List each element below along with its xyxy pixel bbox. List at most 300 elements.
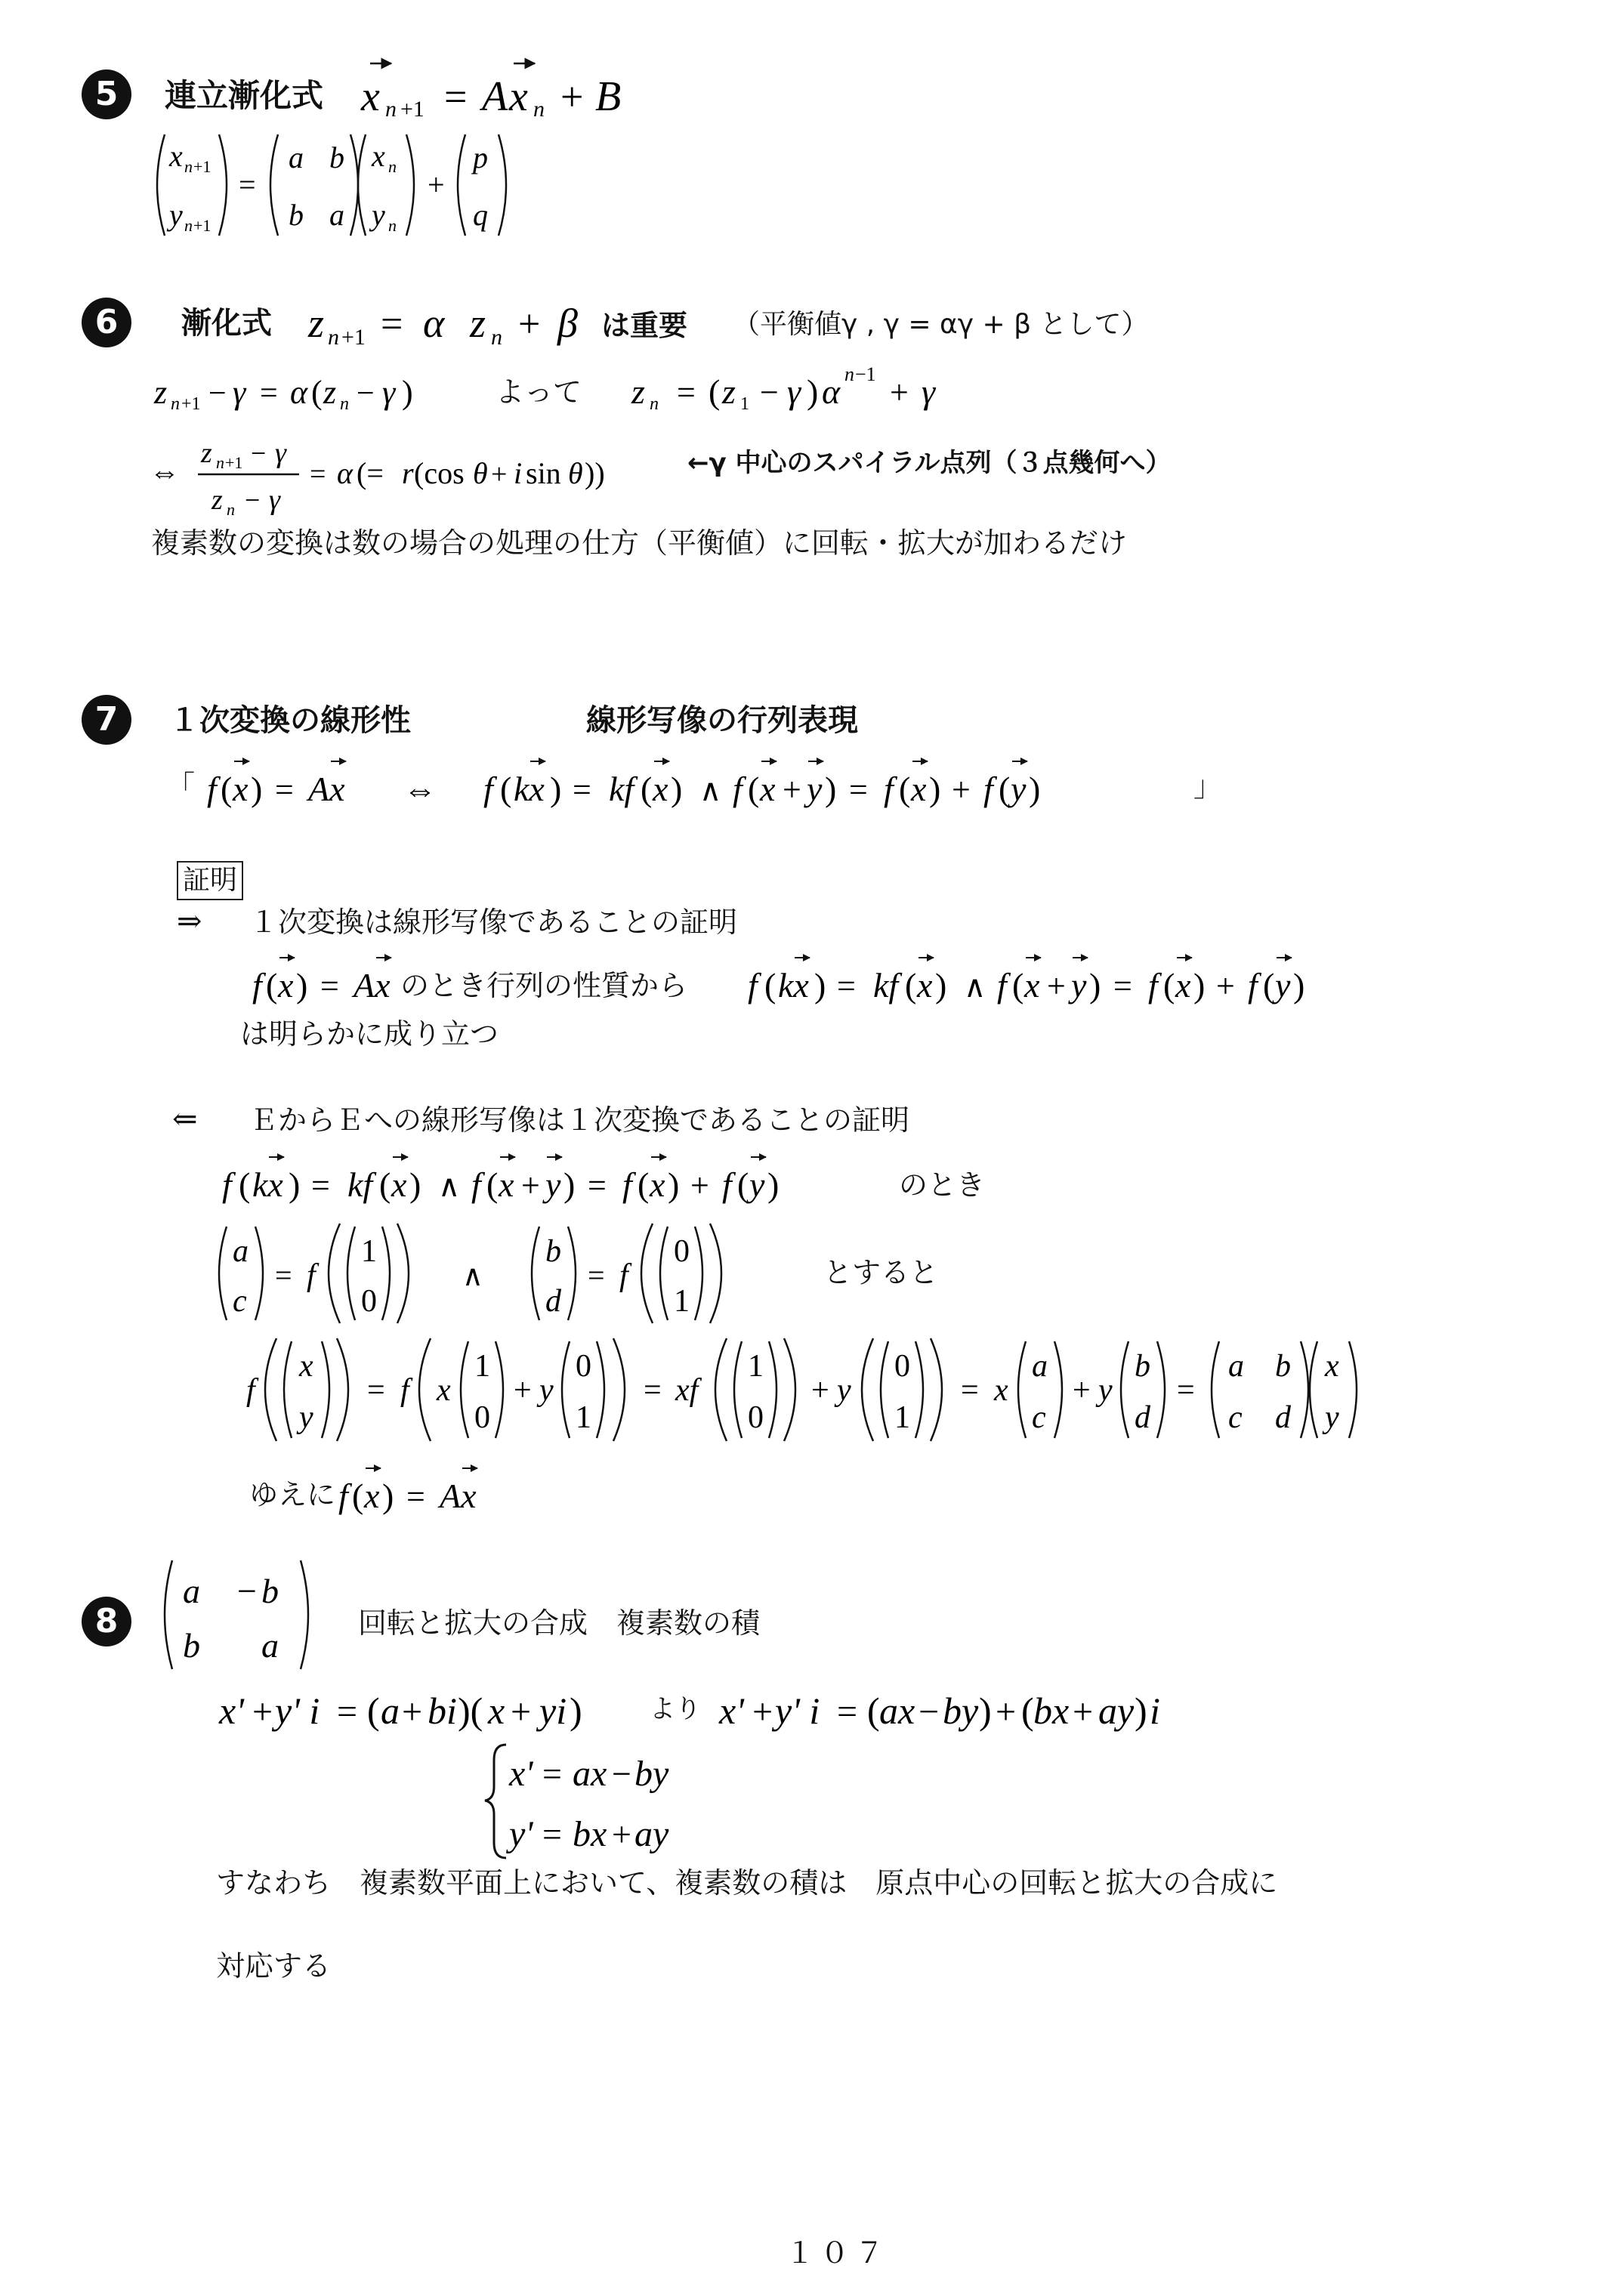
svg-text:y: y bbox=[545, 1165, 561, 1204]
svg-text:z: z bbox=[308, 301, 325, 346]
backward-yue-ni: ゆえに bbox=[249, 1478, 336, 1511]
svg-text:z: z bbox=[722, 372, 736, 411]
svg-text:y: y bbox=[749, 1165, 765, 1204]
svg-text:): ) bbox=[409, 1165, 421, 1204]
svg-text:=: = bbox=[837, 1692, 858, 1732]
svg-text:+1: +1 bbox=[181, 394, 201, 414]
section-8-system bbox=[483, 1737, 725, 1866]
svg-text:p: p bbox=[473, 140, 488, 174]
svg-text:β: β bbox=[557, 301, 578, 346]
svg-text:−1: −1 bbox=[855, 363, 876, 385]
svg-text:∧: ∧ bbox=[438, 1169, 461, 1203]
svg-text:−: − bbox=[357, 376, 375, 411]
svg-text:=: = bbox=[406, 1478, 425, 1515]
svg-text:α: α bbox=[337, 456, 353, 490]
svg-text:(: ( bbox=[500, 770, 512, 808]
svg-text:(: ( bbox=[641, 770, 653, 808]
section-8-yori: より bbox=[650, 1694, 701, 1724]
svg-text:): ) bbox=[251, 770, 263, 808]
svg-text:θ: θ bbox=[473, 456, 488, 490]
svg-text:f: f bbox=[619, 1258, 628, 1293]
section-6-closed-form bbox=[627, 353, 1020, 421]
svg-text:0: 0 bbox=[748, 1400, 764, 1435]
svg-text:α: α bbox=[822, 372, 841, 411]
svg-text:−: − bbox=[760, 374, 779, 411]
svg-text:y: y bbox=[837, 1373, 851, 1408]
svg-text:a: a bbox=[233, 1234, 249, 1269]
svg-text:): ) bbox=[668, 1165, 680, 1204]
svg-text:): ) bbox=[1089, 966, 1101, 1005]
backward-derivation bbox=[243, 1337, 1444, 1450]
svg-text:(: ( bbox=[905, 966, 917, 1005]
svg-text:x: x bbox=[650, 1165, 665, 1204]
svg-text:a: a bbox=[261, 1626, 279, 1665]
svg-text:kx: kx bbox=[514, 770, 545, 808]
svg-text:r: r bbox=[402, 456, 414, 490]
svg-text:): ) bbox=[671, 770, 683, 808]
svg-text:b: b bbox=[183, 1626, 200, 1665]
svg-text:f: f bbox=[222, 1165, 232, 1204]
svg-text:): ) bbox=[1135, 1690, 1147, 1732]
svg-text:=: = bbox=[1177, 1373, 1195, 1408]
svg-text:=: = bbox=[837, 968, 856, 1005]
svg-text:x: x bbox=[299, 1349, 313, 1384]
svg-text:(: ( bbox=[748, 770, 760, 808]
svg-text:+1: +1 bbox=[193, 157, 211, 176]
svg-text:n: n bbox=[184, 157, 193, 176]
svg-text:f: f bbox=[483, 770, 493, 808]
svg-text:+: + bbox=[783, 771, 801, 808]
svg-text:+: + bbox=[402, 1692, 423, 1732]
svg-text:y: y bbox=[1071, 966, 1087, 1005]
svg-text:−: − bbox=[245, 485, 261, 515]
svg-text:B: B bbox=[595, 73, 622, 120]
svg-text:x: x bbox=[1325, 1349, 1339, 1384]
svg-text:=: = bbox=[588, 1258, 605, 1292]
svg-text:x: x bbox=[1024, 966, 1040, 1005]
svg-text:x: x bbox=[391, 1165, 407, 1204]
svg-text:1: 1 bbox=[361, 1234, 377, 1269]
section-8-expanded bbox=[716, 1678, 1245, 1739]
backward-arrow: ⇐ bbox=[172, 1102, 198, 1137]
svg-text:1: 1 bbox=[576, 1400, 591, 1435]
svg-text:a: a bbox=[1228, 1349, 1244, 1384]
section-8-number: 8 bbox=[82, 1597, 131, 1646]
svg-text:ax: ax bbox=[879, 1690, 915, 1732]
svg-text:q: q bbox=[473, 198, 488, 232]
svg-text:kf: kf bbox=[873, 966, 899, 1005]
svg-text:x: x bbox=[994, 1373, 1008, 1408]
svg-text:α: α bbox=[423, 301, 445, 346]
svg-text:n: n bbox=[328, 325, 339, 350]
svg-text:⇔: ⇔ bbox=[150, 455, 180, 489]
svg-text:i: i bbox=[1150, 1690, 1160, 1732]
section-8-label: 回転と拡大の合成 複素数の積 bbox=[358, 1606, 761, 1640]
svg-text:ay: ay bbox=[1098, 1690, 1135, 1732]
svg-text:sin: sin bbox=[526, 456, 561, 490]
svg-text:x: x bbox=[169, 139, 183, 173]
svg-text:x: x bbox=[233, 770, 249, 808]
section-5-matrix-equation bbox=[148, 128, 601, 242]
svg-text:(: ( bbox=[486, 1165, 499, 1204]
svg-text:(: ( bbox=[764, 966, 776, 1005]
svg-text:x: x bbox=[437, 1373, 451, 1408]
svg-text:=: = bbox=[260, 376, 278, 411]
svg-text:f: f bbox=[622, 1165, 632, 1204]
svg-text:a: a bbox=[289, 140, 304, 174]
svg-text:=: = bbox=[310, 458, 326, 490]
svg-text:d: d bbox=[1275, 1400, 1291, 1435]
svg-text:d: d bbox=[545, 1284, 561, 1319]
svg-text:n: n bbox=[227, 500, 235, 519]
svg-text:d: d bbox=[1135, 1400, 1150, 1435]
section-8-rotation-matrix bbox=[157, 1556, 331, 1677]
svg-text:yi: yi bbox=[539, 1690, 567, 1732]
section-8-product bbox=[216, 1678, 684, 1739]
proof-label: 証明 bbox=[177, 861, 243, 900]
backward-proof-heading: ＥからＥへの線形写像は１次変換であることの証明 bbox=[249, 1103, 910, 1137]
svg-text:): ) bbox=[1029, 770, 1041, 808]
svg-text:kx: kx bbox=[778, 966, 809, 1005]
svg-text:): ) bbox=[289, 1165, 301, 1204]
svg-text:y: y bbox=[1325, 1400, 1339, 1435]
svg-text:): ) bbox=[767, 1165, 780, 1204]
section-5-title: 連立漸化式 bbox=[165, 77, 324, 114]
svg-text:f: f bbox=[246, 1373, 255, 1408]
svg-text:∧: ∧ bbox=[964, 970, 986, 1004]
svg-text:b: b bbox=[329, 140, 344, 174]
svg-text:−: − bbox=[919, 1692, 940, 1732]
svg-text:z: z bbox=[323, 374, 337, 411]
svg-text:f: f bbox=[997, 966, 1007, 1005]
svg-text:y: y bbox=[539, 1373, 554, 1408]
forward-conclusion: は明らかに成り立つ bbox=[240, 1017, 499, 1051]
svg-text:γ: γ bbox=[269, 484, 280, 516]
svg-text:y' i: y' i bbox=[275, 1690, 320, 1732]
svg-text:+: + bbox=[518, 303, 541, 346]
svg-text:+: + bbox=[612, 1815, 631, 1853]
svg-text:f: f bbox=[748, 966, 758, 1005]
svg-text:+: + bbox=[996, 1692, 1017, 1732]
section-7-close-bracket: 」 bbox=[1193, 770, 1223, 803]
section-6-number: 6 bbox=[82, 298, 131, 347]
svg-text:(: ( bbox=[1021, 1690, 1034, 1732]
svg-text:y: y bbox=[1011, 770, 1027, 808]
section-6-important: は重要 bbox=[601, 309, 688, 342]
svg-text:f: f bbox=[307, 1258, 316, 1293]
backward-assumption bbox=[219, 1146, 884, 1214]
svg-text:(=: (= bbox=[357, 456, 384, 490]
svg-text:by: by bbox=[634, 1754, 669, 1794]
svg-text:): ) bbox=[929, 770, 941, 808]
svg-text:=: = bbox=[542, 1754, 562, 1793]
svg-text:0: 0 bbox=[576, 1349, 591, 1384]
svg-text:): ) bbox=[1193, 966, 1206, 1005]
svg-text:(: ( bbox=[311, 374, 323, 411]
svg-text:=: = bbox=[239, 168, 256, 202]
svg-text:by: by bbox=[943, 1690, 979, 1732]
svg-text:): ) bbox=[979, 1690, 992, 1732]
svg-text:f: f bbox=[733, 770, 743, 808]
svg-text:c: c bbox=[1228, 1400, 1243, 1435]
svg-text:f: f bbox=[338, 1477, 348, 1515]
section-7-linearity-statement bbox=[201, 748, 1198, 816]
svg-text:+: + bbox=[511, 1692, 532, 1732]
svg-text:+: + bbox=[811, 1373, 829, 1408]
section-7-number: 7 bbox=[82, 695, 131, 745]
svg-text:a: a bbox=[329, 198, 344, 232]
svg-text:x: x bbox=[364, 1477, 380, 1515]
svg-text:z: z bbox=[631, 372, 645, 411]
svg-text:Ax: Ax bbox=[354, 966, 391, 1005]
svg-text:=: = bbox=[367, 1373, 385, 1408]
svg-text:bx: bx bbox=[1033, 1690, 1070, 1732]
svg-text:x: x bbox=[499, 1165, 514, 1204]
svg-text:bx: bx bbox=[573, 1814, 607, 1854]
svg-text:1: 1 bbox=[474, 1349, 490, 1384]
svg-text:x: x bbox=[278, 966, 294, 1005]
backward-to-suru-to: とすると bbox=[823, 1256, 939, 1289]
svg-text:a: a bbox=[381, 1690, 400, 1732]
svg-text:+: + bbox=[491, 458, 508, 490]
svg-text:a: a bbox=[183, 1572, 200, 1610]
svg-text:0: 0 bbox=[474, 1400, 490, 1435]
svg-text:)(: )( bbox=[458, 1690, 483, 1732]
svg-text:0: 0 bbox=[894, 1349, 910, 1384]
svg-text:z: z bbox=[201, 437, 212, 469]
svg-text:γ: γ bbox=[233, 374, 246, 411]
svg-text:n: n bbox=[491, 325, 502, 350]
svg-text:ax: ax bbox=[573, 1754, 607, 1794]
svg-text:n: n bbox=[184, 216, 193, 235]
svg-text:n: n bbox=[388, 157, 397, 176]
svg-text:): ) bbox=[825, 770, 837, 808]
svg-text:f: f bbox=[1148, 966, 1158, 1005]
svg-text:y: y bbox=[1098, 1373, 1113, 1408]
svg-text:=: = bbox=[677, 374, 696, 411]
svg-text:x: x bbox=[488, 1690, 505, 1732]
svg-text:x: x bbox=[1175, 966, 1191, 1005]
svg-text:=: = bbox=[1113, 968, 1132, 1005]
svg-text:Ax: Ax bbox=[440, 1477, 477, 1515]
svg-text:+: + bbox=[690, 1167, 709, 1204]
svg-text:x: x bbox=[911, 770, 927, 808]
section-6-title: 漸化式 bbox=[181, 306, 272, 341]
svg-text:−: − bbox=[251, 438, 267, 468]
svg-text:⇔: ⇔ bbox=[403, 771, 437, 808]
svg-text:x: x bbox=[372, 139, 385, 173]
svg-text:y: y bbox=[807, 770, 823, 808]
svg-text:n: n bbox=[340, 394, 349, 414]
svg-text:): ) bbox=[296, 966, 308, 1005]
svg-text:(: ( bbox=[221, 770, 233, 808]
svg-text:y': y' bbox=[509, 1814, 533, 1854]
svg-text:=: = bbox=[337, 1692, 358, 1732]
svg-text:∧: ∧ bbox=[699, 773, 722, 807]
svg-text:f: f bbox=[400, 1373, 409, 1408]
svg-text:f: f bbox=[722, 1165, 732, 1204]
svg-text:γ: γ bbox=[787, 372, 801, 411]
svg-text:Ax: Ax bbox=[308, 770, 345, 808]
svg-text:b: b bbox=[1135, 1349, 1150, 1384]
svg-text:c: c bbox=[233, 1284, 247, 1319]
svg-text:x': x' bbox=[509, 1754, 533, 1794]
svg-text:i: i bbox=[514, 456, 523, 490]
section-6-recurrence bbox=[302, 287, 634, 355]
svg-text:): ) bbox=[402, 374, 413, 411]
svg-text:n: n bbox=[844, 363, 854, 385]
svg-text:): ) bbox=[570, 1690, 582, 1732]
page-number: １０７ bbox=[786, 2236, 891, 2270]
svg-text:a: a bbox=[1032, 1349, 1048, 1384]
svg-text:(: ( bbox=[638, 1165, 650, 1204]
svg-text:b: b bbox=[545, 1234, 561, 1269]
section-8-conclusion-line2: 対応する bbox=[216, 1949, 332, 1983]
svg-text:−: − bbox=[208, 376, 227, 411]
section-5-formula bbox=[355, 53, 672, 121]
svg-text:1: 1 bbox=[894, 1400, 910, 1435]
svg-text:)): )) bbox=[585, 456, 605, 490]
svg-text:kx: kx bbox=[252, 1165, 283, 1204]
svg-text:+1: +1 bbox=[193, 216, 211, 235]
svg-text:): ) bbox=[814, 966, 826, 1005]
svg-text:xf: xf bbox=[675, 1373, 699, 1408]
svg-text:n: n bbox=[385, 97, 397, 122]
svg-text:=: = bbox=[320, 968, 339, 1005]
svg-text:γ: γ bbox=[275, 437, 286, 469]
section-8-conclusion-line1: すなわち 複素数平面上において、複素数の積は 原点中心の回転と拡大の合成に bbox=[216, 1866, 1278, 1900]
svg-text:+: + bbox=[952, 771, 971, 808]
svg-text:=: = bbox=[849, 771, 868, 808]
svg-text:b: b bbox=[289, 198, 304, 232]
section-7-open-bracket: 「 bbox=[166, 770, 196, 803]
svg-text:b: b bbox=[1275, 1349, 1291, 1384]
svg-text:1: 1 bbox=[748, 1349, 764, 1384]
svg-text:kf: kf bbox=[347, 1165, 373, 1204]
svg-text:(: ( bbox=[737, 1165, 749, 1204]
svg-text:f: f bbox=[983, 770, 993, 808]
svg-text:+: + bbox=[521, 1167, 540, 1204]
svg-text:=: = bbox=[588, 1167, 607, 1204]
svg-text:(: ( bbox=[1012, 966, 1024, 1005]
svg-text:n: n bbox=[216, 453, 224, 472]
svg-text:+: + bbox=[1216, 968, 1235, 1005]
svg-text:): ) bbox=[807, 372, 819, 411]
svg-text:=: = bbox=[444, 74, 468, 119]
svg-text:(: ( bbox=[709, 372, 721, 411]
svg-text:x': x' bbox=[719, 1690, 744, 1732]
svg-text:+: + bbox=[1047, 968, 1066, 1005]
svg-text:): ) bbox=[382, 1477, 394, 1515]
svg-text:z: z bbox=[470, 301, 486, 346]
svg-text:0: 0 bbox=[674, 1234, 690, 1269]
svg-text:=: = bbox=[961, 1373, 979, 1408]
svg-text:x: x bbox=[760, 770, 776, 808]
section-6-spiral-note: ←γ 中心のスパイラル点列（３点幾何へ） bbox=[687, 448, 1172, 478]
backward-no-toki: のとき bbox=[899, 1168, 986, 1202]
forward-proof-heading: １次変換は線形写像であることの証明 bbox=[249, 906, 738, 939]
svg-text:+: + bbox=[560, 74, 584, 119]
svg-text:(: ( bbox=[239, 1165, 251, 1204]
svg-text:γ: γ bbox=[382, 374, 396, 411]
forward-arrow: ⇒ bbox=[177, 904, 202, 939]
svg-text:): ) bbox=[935, 966, 947, 1005]
svg-text:+1: +1 bbox=[225, 453, 243, 472]
backward-conclusion-formula bbox=[335, 1458, 532, 1526]
section-5-number: 5 bbox=[82, 69, 131, 119]
svg-text:n: n bbox=[388, 216, 397, 235]
svg-text:+: + bbox=[428, 168, 445, 202]
svg-text:z: z bbox=[211, 484, 223, 516]
svg-text:1: 1 bbox=[740, 394, 749, 414]
svg-text:b: b bbox=[261, 1572, 279, 1610]
svg-text:(: ( bbox=[1163, 966, 1175, 1005]
svg-text:): ) bbox=[563, 1165, 576, 1204]
svg-text:γ: γ bbox=[922, 372, 936, 411]
section-7-title: １次変換の線形性 bbox=[169, 703, 411, 738]
svg-text:x: x bbox=[509, 73, 528, 120]
svg-text:−: − bbox=[612, 1754, 631, 1793]
svg-text:(cos: (cos bbox=[414, 456, 465, 490]
svg-text:=: = bbox=[542, 1815, 562, 1853]
basis-images bbox=[211, 1222, 786, 1328]
svg-text:n: n bbox=[533, 97, 545, 122]
svg-text:x': x' bbox=[219, 1690, 244, 1732]
svg-text:n: n bbox=[650, 394, 659, 414]
svg-text:n: n bbox=[171, 394, 180, 414]
section-6-spiral-ratio bbox=[148, 426, 692, 524]
svg-text:(: ( bbox=[352, 1477, 364, 1515]
svg-text:+: + bbox=[890, 374, 909, 411]
svg-text:−: − bbox=[237, 1572, 257, 1610]
svg-text:x: x bbox=[653, 770, 668, 808]
svg-text:(: ( bbox=[367, 1690, 380, 1732]
svg-text:y: y bbox=[1275, 966, 1291, 1005]
section-6-equilibrium-note: （平衡値γ , γ = αγ + β として） bbox=[733, 309, 1149, 340]
svg-text:(: ( bbox=[899, 770, 911, 808]
svg-text:ay: ay bbox=[634, 1814, 669, 1854]
svg-text:=: = bbox=[275, 771, 294, 808]
svg-text:α: α bbox=[290, 374, 308, 411]
svg-text:c: c bbox=[1032, 1400, 1046, 1435]
svg-text:y: y bbox=[299, 1400, 313, 1435]
svg-text:(: ( bbox=[1263, 966, 1275, 1005]
svg-text:0: 0 bbox=[361, 1284, 377, 1319]
svg-text:x: x bbox=[361, 73, 380, 120]
svg-text:=: = bbox=[381, 303, 403, 346]
forward-linearity bbox=[745, 947, 1409, 1015]
svg-text:∧: ∧ bbox=[462, 1261, 483, 1292]
svg-text:+1: +1 bbox=[341, 325, 366, 350]
section-6-yotte: よって bbox=[496, 375, 582, 409]
svg-text:=: = bbox=[644, 1373, 662, 1408]
svg-text:=: = bbox=[573, 771, 591, 808]
svg-text:y: y bbox=[372, 198, 385, 232]
svg-text:bi: bi bbox=[428, 1690, 457, 1732]
svg-text:A: A bbox=[482, 73, 508, 120]
svg-text:y' i: y' i bbox=[775, 1690, 820, 1732]
svg-text:x: x bbox=[917, 966, 933, 1005]
svg-text:y: y bbox=[169, 198, 183, 232]
svg-text:(: ( bbox=[266, 966, 278, 1005]
svg-text:f: f bbox=[884, 770, 894, 808]
svg-text:+: + bbox=[752, 1692, 773, 1732]
section-7-title-matrix-representation: 線形写像の行列表現 bbox=[586, 703, 858, 738]
svg-text:1: 1 bbox=[674, 1284, 690, 1319]
svg-text:z: z bbox=[154, 374, 168, 411]
section-6-summary: 複素数の変換は数の場合の処理の仕方（平衡値）に回転・拡大が加わるだけ bbox=[151, 526, 1128, 560]
svg-text:): ) bbox=[550, 770, 562, 808]
